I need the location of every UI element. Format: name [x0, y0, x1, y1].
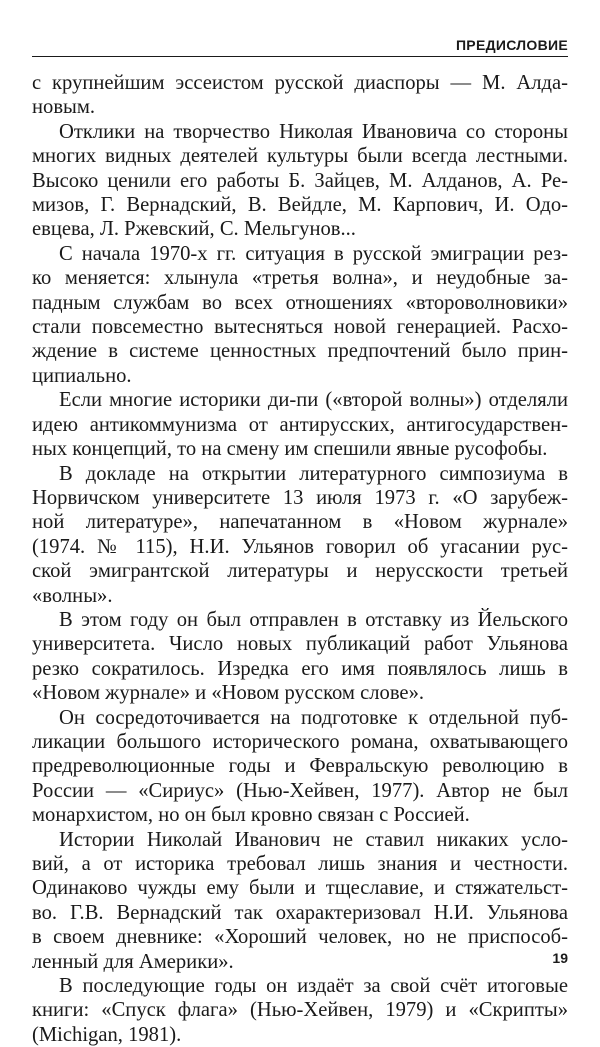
body-text	[32, 71, 568, 1047]
text-line: многих видных деятелей культуры были всегда лестными.	[32, 145, 568, 168]
text-line: «волны».	[32, 584, 113, 607]
text-line: книги: «Спуск флага» (Нью-Хейвен, 1979) и «Скрипты»	[32, 999, 568, 1022]
paragraph	[32, 974, 568, 1047]
running-header	[32, 36, 568, 57]
text-line: ных концепций, то на смену им спешили явные русофобы.	[32, 438, 548, 461]
text-line: ликации большого исторического романа, охватывающего	[32, 730, 568, 753]
text-line: В докладе на открытии литературного симпозиума в	[59, 462, 568, 485]
text-line: ленный для Америки».	[32, 950, 234, 973]
page-number: 19	[552, 950, 568, 966]
text-line: ждение в системе ценностных предпочтений было прин-	[32, 340, 568, 363]
text-line: падным службам во всех отношениях «второволновики»	[32, 291, 568, 314]
text-line: Он сосредоточивается на подготовке к отдельной пуб-	[59, 706, 568, 729]
text-line: с крупнейшим эссеистом русской диаспоры — М. Алда-	[32, 72, 568, 94]
text-line: монархистом, но он был кровно связан с Россией.	[32, 804, 470, 827]
text-line: ко меняется: хлынула «третья волна», и неудобные за-	[32, 267, 568, 290]
text-line: Высоко ценили его работы Б. Зайцев, М. Алданов, А. Ре-	[32, 169, 568, 192]
text-line: Одинаково чужды ему были и тщеславие, и стяжательст-	[32, 877, 568, 900]
text-line: ской эмигрантской литературы и нерусскости третьей	[32, 560, 568, 583]
text-line: идею антикоммунизма от антирусских, антигосударствен-	[32, 413, 568, 436]
text-line: России — «Сириус» (Нью-Хейвен, 1977). Автор не был	[32, 779, 568, 802]
text-line: в своем дневнике: «Хороший человек, но не приспособ-	[32, 926, 568, 949]
paragraph	[32, 71, 568, 120]
paragraph	[32, 120, 568, 242]
paragraph	[32, 242, 568, 388]
text-line: Отклики на творчество Николая Ивановича со стороны	[59, 120, 568, 143]
text-line: «Новом журнале» и «Новом русском слове».	[32, 682, 425, 705]
text-line: В последующие годы он издаёт за свой счёт итоговые	[59, 975, 568, 998]
paragraph	[32, 462, 568, 608]
text-line: университета. Число новых публикаций работ Ульянова	[32, 633, 568, 656]
text-line: мизов, Г. Вернадский, В. Вейдле, М. Карпович, И. Одо-	[32, 194, 568, 217]
text-line: вий, а от историка требовал лишь знания и честности.	[32, 853, 568, 875]
paragraph	[32, 388, 568, 461]
text-line: (Michigan, 1981).	[32, 1023, 182, 1046]
text-line: стали повсеместно вытесняться новой генерацией. Расхо-	[32, 316, 568, 339]
text-line: резко сократилось. Изредка его имя появлялось лишь в	[32, 657, 568, 680]
text-line: С начала 1970-х гг. ситуация в русской эмиграции рез-	[59, 242, 568, 265]
paragraph	[32, 706, 568, 828]
text-line: ципиально.	[32, 364, 132, 387]
paragraph	[32, 828, 568, 974]
text-line: Норвичском университете 13 июля 1973 г. «О зарубеж-	[32, 486, 568, 509]
text-line: Если многие историки ди-пи («второй волны») отделяли	[59, 389, 568, 412]
text-line: (1974. № 115), Н.И. Ульянов говорил об угасании рус-	[32, 535, 568, 558]
text-line: ной литературе», напечатанном в «Новом журнале»	[32, 511, 568, 534]
text-line: новым.	[32, 96, 96, 119]
text-line: Истории Николай Иванович не ставил никаких усло-	[59, 828, 568, 851]
text-line: В этом году он был отправлен в отставку из Йельского	[59, 608, 568, 631]
section-title: ПРЕДИСЛОВИЕ	[455, 37, 568, 53]
text-line: во. Г.В. Вернадский так охарактеризовал Н.И. Ульянова	[32, 901, 568, 924]
text-line: евцева, Л. Ржевский, С. Мельгунов...	[32, 218, 356, 241]
text-line: предреволюционные годы и Февральскую революцию в	[32, 755, 568, 778]
paragraph	[32, 608, 568, 706]
